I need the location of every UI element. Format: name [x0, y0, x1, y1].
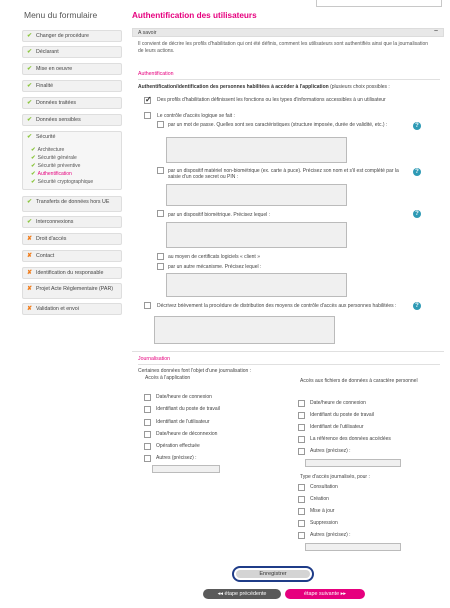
- info-panel-title: A savoir: [138, 30, 157, 36]
- checkbox-type-mise-a-jour[interactable]: [298, 508, 305, 515]
- label-device: par un dispositif matériel non-biométrique (ex. carte à puce). Précisez son nom et s'il est complété par la saisie d'un code secret ou PIN :: [168, 168, 399, 180]
- label-files-poste: Identifiant du poste de travail: [310, 412, 374, 418]
- checkbox-distribution[interactable]: [144, 302, 151, 309]
- checkbox-app-utilisateur[interactable]: [144, 419, 151, 426]
- cross-icon: ✘: [27, 236, 33, 242]
- other-mechanism-input[interactable]: [166, 273, 347, 297]
- label-type-mise-a-jour: Mise à jour: [310, 508, 335, 514]
- previous-step-button[interactable]: ◂◂ étape précédente: [203, 589, 281, 599]
- biometric-details-input[interactable]: [166, 222, 347, 248]
- checkbox-app-operation[interactable]: [144, 443, 151, 450]
- journal-intro: Certaines données font l'objet d'une journalisation :: [138, 368, 252, 374]
- help-icon[interactable]: ?: [413, 122, 421, 130]
- label-app-operation: Opération effectuée: [156, 443, 200, 449]
- label-app-utilisateur: Identifiant de l'utilisateur: [156, 419, 210, 425]
- checkbox-app-poste[interactable]: [144, 406, 151, 413]
- label-files-connexion: Date/heure de connexion: [310, 400, 366, 406]
- divider: [132, 351, 444, 352]
- label-files-reference: La référence des données accédées: [310, 436, 391, 442]
- sidebar-sub-securite-generale[interactable]: ✔ Sécurité générale: [31, 155, 77, 161]
- cross-icon: ✘: [27, 286, 33, 292]
- sidebar-item-identification-responsable[interactable]: ✘ Identification du responsable: [22, 267, 122, 279]
- check-icon: ✔: [31, 155, 36, 161]
- files-autres-input[interactable]: [305, 459, 401, 467]
- checkbox-app-deconnexion[interactable]: [144, 431, 151, 438]
- checkbox-biometric[interactable]: [157, 210, 164, 217]
- auth-section-title: Authentification: [138, 71, 174, 77]
- cross-icon: ✘: [27, 253, 33, 259]
- checkbox-type-creation[interactable]: [298, 496, 305, 503]
- journal-files-title: Accès aux fichiers de données à caractère personnel: [300, 378, 418, 384]
- app-autres-input[interactable]: [152, 465, 220, 473]
- checkbox-files-utilisateur[interactable]: [298, 424, 305, 431]
- check-icon: ✔: [27, 66, 33, 72]
- checkbox-files-autres[interactable]: [298, 448, 305, 455]
- label-password: par un mot de passe. Quelles sont ses caractéristiques (structure imposée, durée de validité, etc.) :: [168, 122, 388, 128]
- sidebar-item-validation-envoi[interactable]: ✘ Validation et envoi: [22, 303, 122, 315]
- sidebar-item-securite[interactable]: ✔ Sécurité: [22, 131, 122, 190]
- sidebar-sub-architecture[interactable]: ✔ Architecture: [31, 147, 65, 153]
- label-type-suppression: Suppression: [310, 520, 338, 526]
- sidebar-item-changer-procedure[interactable]: ✔ Changer de procédure: [22, 30, 122, 42]
- checkbox-files-poste[interactable]: [298, 412, 305, 419]
- next-step-button[interactable]: étape suivante ▸▸: [285, 589, 365, 599]
- checkbox-type-suppression[interactable]: [298, 520, 305, 527]
- check-icon: ✔: [27, 49, 33, 55]
- help-icon[interactable]: ?: [413, 302, 421, 310]
- save-button-label: Enregistrer: [236, 570, 310, 578]
- sidebar-item-finalite[interactable]: ✔ Finalité: [22, 80, 122, 92]
- label-app-connexion: Date/heure de connexion: [156, 394, 212, 400]
- sidebar-sub-securite-preventive[interactable]: ✔ Sécurité préventive: [31, 163, 81, 169]
- cross-icon: ✘: [27, 270, 33, 276]
- label-certificates: au moyen de certificats logiciels « client »: [168, 254, 260, 260]
- journal-app-title: Accès à l'application: [145, 375, 191, 381]
- help-icon[interactable]: ?: [413, 210, 421, 218]
- checkbox-other-mechanism[interactable]: [157, 263, 164, 270]
- sidebar-item-donnees-sensibles[interactable]: ✔ Données sensibles: [22, 114, 122, 126]
- check-icon: ✔: [31, 171, 36, 177]
- label-app-deconnexion: Date/heure de déconnexion: [156, 431, 218, 437]
- journal-section-title: Journalisation: [138, 356, 171, 362]
- label-access-control: Le contrôle d'accès logique se fait :: [157, 113, 235, 119]
- types-autres-input[interactable]: [305, 543, 401, 551]
- device-details-input[interactable]: [166, 184, 347, 206]
- label-files-utilisateur: Identifiant de l'utilisateur: [310, 424, 364, 430]
- page-title: Authentification des utilisateurs: [132, 11, 257, 20]
- sidebar-item-contact[interactable]: ✘ Contact: [22, 250, 122, 262]
- label-profiles: Des profils d'habilitation définissent les fonctions ou les types d'informations accessibles à un utilisateur: [157, 97, 386, 103]
- save-button[interactable]: [232, 566, 314, 582]
- check-icon: ✔: [27, 33, 33, 39]
- sidebar-item-mise-en-oeuvre[interactable]: ✔ Mise en oeuvre: [22, 63, 122, 75]
- checkbox-type-consultation[interactable]: [298, 484, 305, 491]
- checkbox-app-connexion[interactable]: [144, 394, 151, 401]
- label-type-autres: Autres (précisez) :: [310, 532, 351, 538]
- checkbox-device[interactable]: [157, 167, 164, 174]
- label-distribution: Décrivez brièvement la procédure de distribution des moyens de contrôle d'accès aux personnes habilitées :: [157, 303, 397, 309]
- sidebar-item-donnees-traitees[interactable]: ✔ Données traitées: [22, 97, 122, 109]
- auth-question: Authentification/identification des personnes habilitées à accéder à l'application (plusieurs choix possibles :: [138, 84, 390, 90]
- checkbox-profiles[interactable]: [144, 97, 151, 104]
- sidebar-item-projet-acte[interactable]: ✘ Projet Acte Réglementaire (PAR): [22, 283, 122, 299]
- divider: [138, 364, 440, 365]
- sidebar-sub-authentification[interactable]: ✔ Authentification: [31, 171, 72, 177]
- checkbox-app-autres[interactable]: [144, 455, 151, 462]
- sidebar-item-declarant[interactable]: ✔ Déclarant: [22, 46, 122, 58]
- main-content: [132, 0, 444, 608]
- cross-icon: ✘: [27, 306, 33, 312]
- check-icon: ✔: [27, 117, 33, 123]
- collapse-icon[interactable]: −: [433, 28, 438, 35]
- checkbox-type-autres[interactable]: [298, 532, 305, 539]
- check-icon: ✔: [31, 147, 36, 153]
- label-files-autres: Autres (précisez) :: [310, 448, 351, 454]
- label-app-autres: Autres (précisez) :: [156, 455, 197, 461]
- label-type-creation: Création: [310, 496, 329, 502]
- check-icon: ✔: [31, 179, 36, 185]
- check-icon: ✔: [31, 163, 36, 169]
- sidebar-item-transferts[interactable]: ✔ Transferts de données hors UE: [22, 196, 122, 212]
- checkbox-certificates[interactable]: [157, 253, 164, 260]
- check-icon: ✔: [27, 134, 33, 140]
- sidebar-item-interconnexions[interactable]: ✔ Interconnexions: [22, 216, 122, 228]
- password-details-input[interactable]: [166, 137, 347, 163]
- label-biometric: par un dispositif biométrique. Précisez lequel :: [168, 212, 270, 218]
- check-icon: ✔: [27, 83, 33, 89]
- checkbox-files-connexion[interactable]: [298, 400, 305, 407]
- info-panel-header[interactable]: [132, 28, 444, 37]
- sidebar-title: Menu du formulaire: [24, 10, 98, 20]
- check-icon: ✔: [27, 100, 33, 106]
- check-icon: ✔: [27, 219, 33, 225]
- sidebar: [22, 10, 122, 27]
- info-panel-text: Il convient de décrire les profils d'habilitation qui ont été définis, comment les utilisateurs sont authentifiés ainsi que la journalisation de leurs actions.: [138, 41, 429, 54]
- label-other-mechanism: par un autre mécanisme. Précisez lequel :: [168, 264, 262, 270]
- check-icon: ✔: [27, 199, 33, 205]
- sidebar-sub-securite-cryptographique[interactable]: ✔ Sécurité cryptographique: [31, 179, 94, 185]
- distribution-input[interactable]: [154, 316, 335, 344]
- label-type-consultation: Consultation: [310, 484, 338, 490]
- help-icon[interactable]: ?: [413, 168, 421, 176]
- divider: [138, 79, 440, 80]
- journal-types-title: Type d'accès journalisés, pour :: [300, 474, 370, 480]
- checkbox-files-reference[interactable]: [298, 436, 305, 443]
- checkbox-access-control[interactable]: [144, 112, 151, 119]
- label-app-poste: Identifiant du poste de travail: [156, 406, 220, 412]
- sidebar-item-droit-acces[interactable]: ✘ Droit d'accès: [22, 233, 122, 245]
- checkbox-password[interactable]: [157, 121, 164, 128]
